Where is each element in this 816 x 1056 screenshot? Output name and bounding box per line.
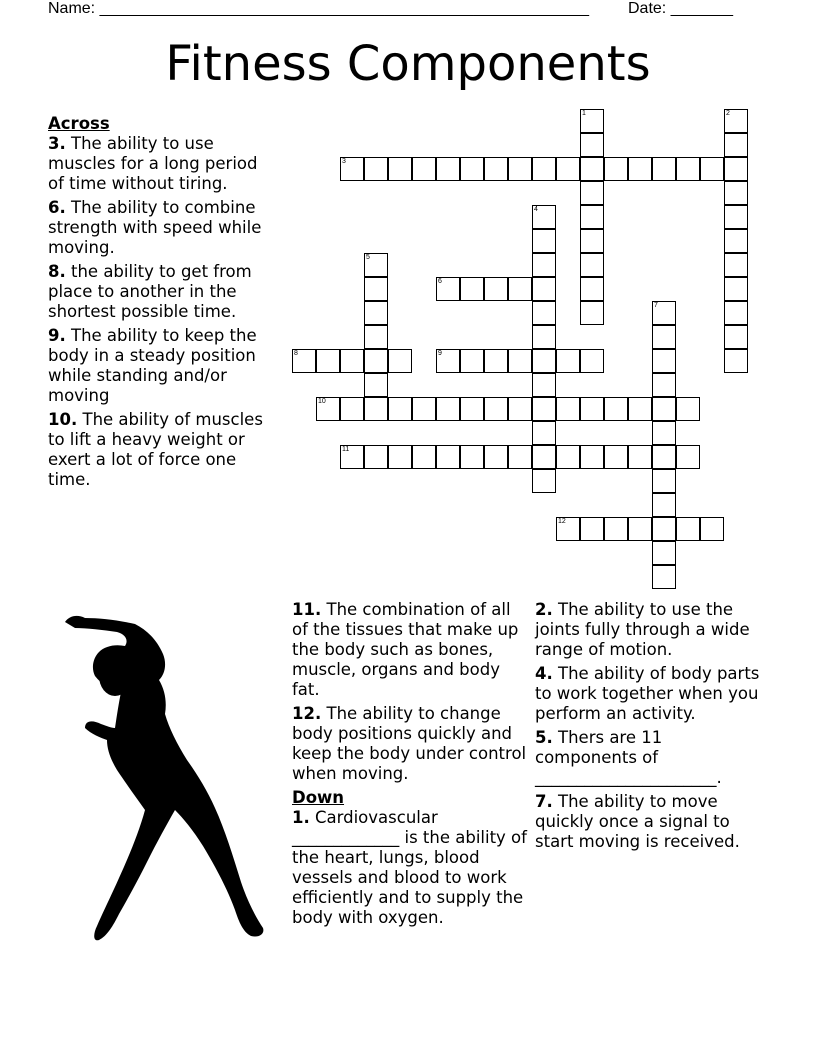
grid-cell[interactable] [508, 157, 532, 181]
grid-cell[interactable] [532, 325, 556, 349]
name-field[interactable] [48, 0, 589, 18]
clue-down-4: 4. The ability of body parts to work together when you perform an activity. [535, 664, 760, 723]
grid-number: 9 [438, 350, 442, 357]
name-label: Name: [48, 0, 96, 17]
grid-cell[interactable] [580, 517, 604, 541]
grid-cell[interactable] [484, 397, 508, 421]
grid-cell[interactable] [460, 349, 484, 373]
across-clues [48, 114, 278, 494]
grid-cell[interactable] [724, 109, 748, 133]
grid-cell[interactable] [388, 349, 412, 373]
grid-number: 2 [726, 110, 730, 117]
grid-cell[interactable] [604, 397, 628, 421]
grid-cell[interactable] [412, 445, 436, 469]
grid-cell[interactable] [724, 277, 748, 301]
grid-cell[interactable] [364, 349, 388, 373]
page-title: Fitness Components [165, 36, 651, 92]
grid-cell[interactable] [556, 517, 580, 541]
down-heading: Down [292, 788, 345, 807]
grid-number: 7 [654, 302, 658, 309]
grid-cell[interactable] [676, 157, 700, 181]
grid-cell[interactable] [532, 253, 556, 277]
grid-cell[interactable] [508, 445, 532, 469]
grid-cell[interactable] [580, 349, 604, 373]
grid-cell[interactable] [508, 349, 532, 373]
grid-cell[interactable] [652, 541, 676, 565]
grid-cell[interactable] [580, 253, 604, 277]
grid-cell[interactable] [652, 325, 676, 349]
grid-cell[interactable] [580, 445, 604, 469]
grid-cell[interactable] [676, 445, 700, 469]
grid-cell[interactable] [532, 373, 556, 397]
clue-across-11: 11. The combination of all of the tissues that make up the body such as bones, muscle, organs and body fat. [292, 600, 519, 699]
grid-cell[interactable] [364, 445, 388, 469]
grid-cell[interactable] [652, 493, 676, 517]
grid-number: 12 [558, 518, 566, 525]
grid-cell[interactable] [364, 253, 388, 277]
clue-across-8: 8. the ability to get from place to another in the shortest possible time. [48, 262, 252, 321]
name-line: _______________________________________________________ [99, 0, 589, 17]
grid-number: 6 [438, 278, 442, 285]
grid-cell[interactable] [580, 301, 604, 325]
grid-cell[interactable] [388, 397, 412, 421]
clue-across-9: 9. The ability to keep the body in a steady position while standing and/or moving [48, 326, 257, 405]
grid-cell[interactable] [436, 349, 460, 373]
date-label: Date: [628, 0, 667, 17]
grid-cell[interactable] [532, 469, 556, 493]
grid-cell[interactable] [652, 397, 676, 421]
grid-cell[interactable] [484, 277, 508, 301]
grid-cell[interactable] [724, 301, 748, 325]
grid-cell[interactable] [628, 517, 652, 541]
grid-cell[interactable] [460, 397, 484, 421]
grid-cell[interactable] [700, 157, 724, 181]
grid-cell[interactable] [364, 325, 388, 349]
grid-cell[interactable] [628, 157, 652, 181]
clue-across-6: 6. The ability to combine strength with speed while moving. [48, 198, 262, 257]
grid-cell[interactable] [460, 445, 484, 469]
grid-cell[interactable] [436, 397, 460, 421]
grid-cell[interactable] [580, 157, 604, 181]
grid-number: 11 [342, 446, 350, 453]
grid-cell[interactable] [556, 157, 580, 181]
grid-cell[interactable] [580, 109, 604, 133]
grid-cell[interactable] [676, 517, 700, 541]
grid-cell[interactable] [532, 421, 556, 445]
grid-cell[interactable] [724, 229, 748, 253]
clue-across-12: 12. The ability to change body positions quickly and keep the body under control when moving. [292, 704, 527, 783]
grid-cell[interactable] [436, 157, 460, 181]
stretching-woman-silhouette-icon [55, 610, 270, 945]
grid-cell[interactable] [532, 277, 556, 301]
grid-cell[interactable] [460, 277, 484, 301]
grid-cell[interactable] [724, 157, 748, 181]
grid-cell[interactable] [340, 157, 364, 181]
grid-cell[interactable] [556, 349, 580, 373]
grid-cell[interactable] [724, 205, 748, 229]
grid-cell[interactable] [652, 349, 676, 373]
grid-cell[interactable] [484, 349, 508, 373]
grid-cell[interactable] [388, 445, 412, 469]
grid-number: 10 [318, 398, 326, 405]
across-heading: Across [48, 114, 110, 133]
grid-cell[interactable] [364, 157, 388, 181]
grid-cell[interactable] [436, 445, 460, 469]
grid-cell[interactable] [676, 397, 700, 421]
grid-cell[interactable] [532, 445, 556, 469]
grid-cell[interactable] [532, 205, 556, 229]
grid-cell[interactable] [340, 445, 364, 469]
grid-cell[interactable] [724, 253, 748, 277]
clue-across-3: 3. The ability to use muscles for a long period of time without tiring. [48, 134, 258, 193]
grid-cell[interactable] [604, 157, 628, 181]
grid-number: 5 [366, 254, 370, 261]
grid-number: 1 [582, 110, 586, 117]
grid-cell[interactable] [724, 133, 748, 157]
grid-cell[interactable] [652, 421, 676, 445]
grid-number: 3 [342, 158, 346, 165]
grid-cell[interactable] [580, 277, 604, 301]
grid-cell[interactable] [580, 397, 604, 421]
grid-cell[interactable] [532, 397, 556, 421]
grid-cell[interactable] [652, 517, 676, 541]
grid-cell[interactable] [652, 301, 676, 325]
grid-cell[interactable] [580, 133, 604, 157]
grid-cell[interactable] [580, 205, 604, 229]
grid-cell[interactable] [484, 445, 508, 469]
grid-cell[interactable] [364, 397, 388, 421]
grid-cell[interactable] [364, 301, 388, 325]
grid-cell[interactable] [412, 157, 436, 181]
grid-cell[interactable] [388, 157, 412, 181]
grid-cell[interactable] [628, 445, 652, 469]
grid-cell[interactable] [364, 373, 388, 397]
grid-cell[interactable] [724, 181, 748, 205]
clue-down-1: 1. Cardiovascular _____________ is the ability of the heart, lungs, blood vessels and blood to work efficiently and to supply the body with oxygen. [292, 808, 527, 927]
grid-number: 4 [534, 206, 538, 213]
grid-cell[interactable] [652, 565, 676, 589]
grid-cell[interactable] [412, 397, 436, 421]
grid-cell[interactable] [508, 277, 532, 301]
grid-cell[interactable] [532, 157, 556, 181]
grid-cell[interactable] [436, 277, 460, 301]
grid-cell[interactable] [724, 349, 748, 373]
grid-cell[interactable] [604, 517, 628, 541]
grid-cell[interactable] [532, 301, 556, 325]
grid-cell[interactable] [556, 445, 580, 469]
grid-cell[interactable] [628, 397, 652, 421]
grid-cell[interactable] [652, 469, 676, 493]
grid-cell[interactable] [316, 349, 340, 373]
date-line: _______ [670, 0, 733, 17]
clue-across-10: 10. The ability of muscles to lift a heavy weight or exert a lot of force one time. [48, 410, 263, 489]
grid-cell[interactable] [460, 157, 484, 181]
grid-cell[interactable] [508, 397, 532, 421]
grid-cell[interactable] [292, 349, 316, 373]
grid-cell[interactable] [556, 397, 580, 421]
grid-cell[interactable] [700, 517, 724, 541]
clue-down-7: 7. The ability to move quickly once a signal to start moving is received. [535, 792, 740, 851]
clue-down-2: 2. The ability to use the joints fully through a wide range of motion. [535, 600, 750, 659]
grid-cell[interactable] [652, 445, 676, 469]
middle-clues [292, 600, 528, 932]
grid-cell[interactable] [316, 397, 340, 421]
grid-cell[interactable] [364, 277, 388, 301]
date-field[interactable] [628, 0, 733, 18]
grid-cell[interactable] [532, 229, 556, 253]
grid-cell[interactable] [340, 397, 364, 421]
grid-cell[interactable] [340, 349, 364, 373]
grid-cell[interactable] [484, 157, 508, 181]
grid-cell[interactable] [580, 229, 604, 253]
grid-cell[interactable] [580, 181, 604, 205]
clue-down-5: 5. Thers are 11 components of ______________________. [535, 728, 722, 787]
grid-cell[interactable] [532, 349, 556, 373]
grid-cell[interactable] [652, 157, 676, 181]
grid-number: 8 [294, 350, 298, 357]
right-clues [535, 600, 765, 856]
grid-cell[interactable] [604, 445, 628, 469]
grid-cell[interactable] [724, 325, 748, 349]
grid-cell[interactable] [652, 373, 676, 397]
